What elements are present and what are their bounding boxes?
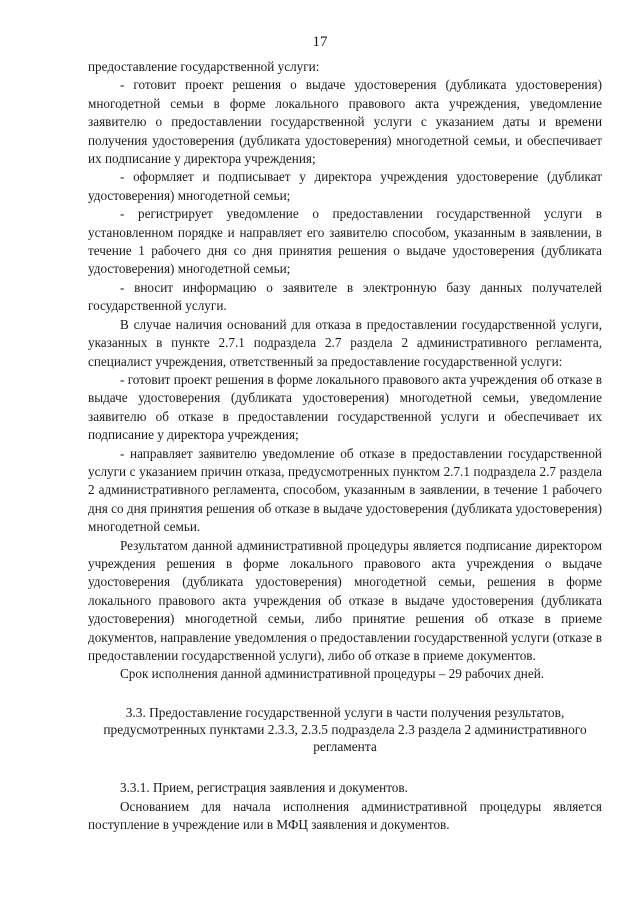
paragraph-result: Результатом данной административной процедуры является подписание директором учреждения решения в форме локального правового акта учреждения о выдаче удостоверения (дубликата удостоверения) многодетной семьи, решения в форме локального правового акта учреждения об отказе в выдаче удостоверения (дубликата удостоверения) многодетной семьи, либо принятие решения об отказе в приеме документов, направление уведомления о предоставлении государственной услуги (отказе в предоставлении государственной услуги), либо об отказе в приеме документов. bbox=[88, 537, 602, 663]
paragraph-deadline: Срок исполнения данной административной процедуры – 29 рабочих дней. bbox=[120, 666, 545, 682]
paragraph-refusal-grounds: В случае наличия оснований для отказа в предоставлении государственной услуги, указанных в пункте 2.7.1 подраздела 2.7 раздела 2 административного регламента, специалист учреждения, ответственный за предоставление государственной услуги: bbox=[88, 316, 602, 369]
list-item-issue-certificate: - оформляет и подписывает у директора учреждения удостоверение (дубликат удостоверения) многодетной семьи; bbox=[88, 169, 602, 203]
list-item-send-refusal: - направляет заявителю уведомление об отказе в предоставлении государственной услуги с указанием причин отказа, предусмотренных пунктом 2.7.1 подраздела 2.7 раздела 2 административного регламента, способом, указанным в заявлении, в течение 1 рабочего дня со дня принятия решения об отказе в выдаче удостоверения (дубликата удостоверения) многодетной семьи. bbox=[88, 445, 602, 535]
list-item-prepare-decision: - готовит проект решения о выдаче удостоверения (дубликата удостоверения) многодетной семьи в форме локального правового акта учреждения, уведомление заявителю о предоставлении государственной услуги с указанием даты и времени получения удостоверения (дубликата удостоверения) многодетной семьи, и обеспечивает их подписание у директора учреждения; bbox=[88, 77, 602, 167]
subsection-title: 3.3.1. Прием, регистрация заявления и документов. bbox=[120, 780, 408, 796]
paragraph-continuation: предоставление государственной услуги: bbox=[88, 59, 320, 74]
page-number: 17 bbox=[312, 34, 328, 50]
section-heading: 3.3. Предоставление государственной услуги в части получения результатов, предусмотренных пунктами 2.3.3, 2.3.5 подраздела 2.3 раздела 2 административного регламента bbox=[103, 704, 587, 755]
paragraph-basis: Основанием для начала исполнения административной процедуры является поступление в учреждение или в МФЦ заявления и документов. bbox=[88, 798, 602, 833]
list-item-register-notice: - регистрирует уведомление о предоставлении государственной услуги в установленном порядке и направляет его заявителю способом, указанным в заявлении, в течение 1 рабочего дня со дня принятия решения о выдаче удостоверения (дубликата удостоверения) многодетной семьи; bbox=[88, 206, 602, 277]
list-item-prepare-refusal: - готовит проект решения в форме локального правового акта учреждения об отказе в выдаче удостоверения (дубликата удостоверения) многодетной семьи, уведомление заявителю об отказе в предоставлении государственной услуги и обеспечивает их подписание у директора учреждения; bbox=[88, 371, 602, 443]
list-item-database-entry: - вносит информацию о заявителе в электронную базу данных получателей государственной услуги. bbox=[88, 279, 602, 314]
document-body bbox=[88, 58, 602, 835]
